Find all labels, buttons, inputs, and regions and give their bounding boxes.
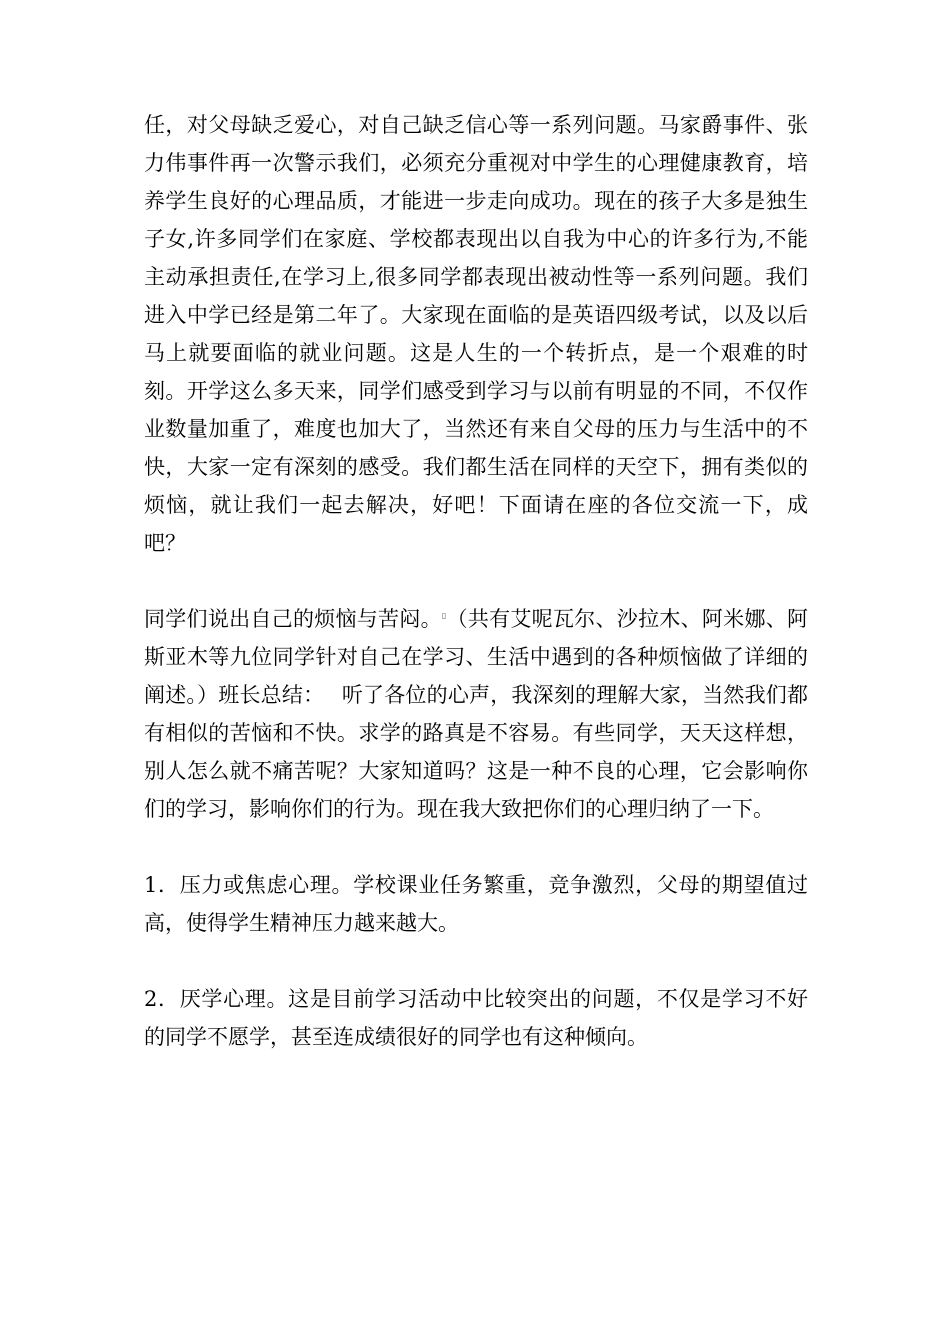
paragraph-2: [144, 600, 808, 828]
document-body: [144, 106, 808, 1056]
placeholder-mark: ▯: [441, 611, 447, 620]
paragraph-1: 任，对父母缺乏爱心，对自己缺乏信心等一系列问题。马家爵事件、张力伟事件再一次警示我们，必须充分重视对中学生的心理健康教育，培养学生良好的心理品质，才能进一步走向成功。现在的孩子大多是独生子女,许多同学们在家庭、学校都表现出以自我为中心的许多行为,不能主动承担责任,在学习上,很多同学都表现出被动性等一系列问题。我们进入中学已经是第二年了。大家现在面临的是英语四级考试，以及以后马上就要面临的就业问题。这是人生的一个转折点，是一个艰难的时刻。开学这么多天来，同学们感受到学习与以前有明显的不同，不仅作业数量加重了，难度也加大了，当然还有来自父母的压力与生活中的不快，大家一定有深刻的感受。我们都生活在同样的天空下，拥有类似的烦恼，就让我们一起去解决，好吧！下面请在座的各位交流一下，成吧？: [144, 113, 808, 555]
list-item-2: 2．厌学心理。这是目前学习活动中比较突出的问题，不仅是学习不好的同学不愿学，甚至连成绩很好的同学也有这种倾向。: [144, 987, 808, 1049]
list-item-1: 1．压力或焦虑心理。学校课业任务繁重，竞争激烈，父母的期望值过高，使得学生精神压力越来越大。: [144, 873, 808, 935]
paragraph-2-rest: （共有艾呢瓦尔、沙拉木、阿米娜、阿斯亚木等九位同学针对自己在学习、生活中遇到的各种烦恼做了详细的阐述。）班长总结： 听了各位的心声，我深刻的理解大家，当然我们都有相似的苦恼和不快。求学的路真是不容易。有些同学，天天这样想，别人怎么就不痛苦呢？大家知道吗？这是一种不良的心理，它会影响你们的学习，影响你们的行为。现在我大致把你们的心理归纳了一下。: [144, 607, 809, 821]
paragraph-2-lead: 同学们说出自己的烦恼与苦闷。: [144, 607, 442, 631]
